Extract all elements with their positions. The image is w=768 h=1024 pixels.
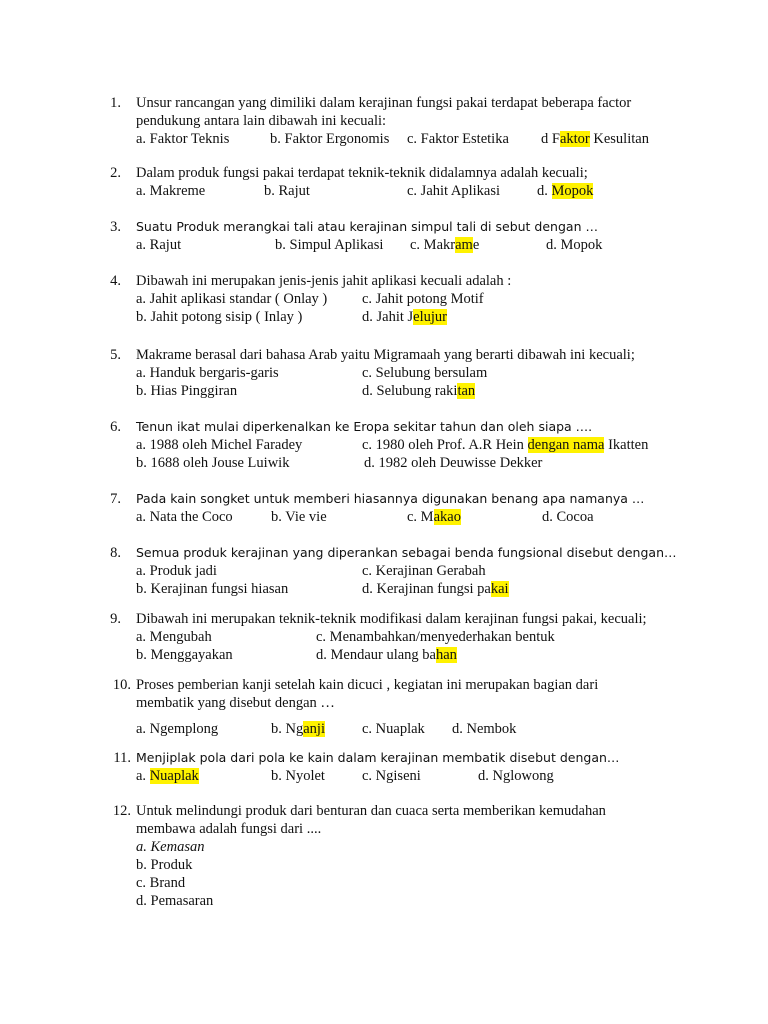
q9-option-d-highlight: han [436, 647, 457, 663]
q11-option-b: b. Nyolet [271, 768, 325, 784]
q11-option-a-part1: a. [136, 768, 150, 784]
q2-option-d-part1: d. [537, 183, 552, 199]
q2-option-d-highlight: Mopok [551, 183, 594, 199]
q10-option-b-part1: b. Ng [271, 721, 304, 737]
q11-option-a [136, 767, 199, 785]
q12-number: 12. [112, 803, 131, 819]
q7-option-c [407, 508, 461, 526]
q6-option-b: b. 1688 oleh Jouse Luiwik [136, 455, 290, 471]
q6-option-c-highlight: dengan nama [527, 437, 605, 453]
q10-option-a: a. Ngemplong [136, 721, 219, 737]
q9-number: 9. [110, 611, 121, 627]
q5-option-d-highlight: tan [457, 383, 476, 399]
q11-text-line1: Menjiplak pola dari pola ke kain dalam kerajinan membatik disebut dengan… [136, 750, 620, 765]
q4-text-line1: Dibawah ini merupakan jenis-jenis jahit aplikasi kecuali adalah : [136, 273, 512, 289]
q5-option-d-part1: d. Selubung raki [362, 383, 458, 399]
q4-option-c: c. Jahit potong Motif [362, 291, 484, 307]
q3-option-c-part3: e [472, 237, 480, 253]
q10-text-line2 [136, 694, 335, 712]
q1-option-a: a. Faktor Teknis [136, 131, 230, 147]
q1-option-d-part3: Kesulitan [589, 131, 649, 147]
q5-option-b: b. Hias Pinggiran [136, 383, 238, 399]
q10-text-line1: Proses pemberian kanji setelah kain dicuci , kegiatan ini merupakan bagian dari [136, 677, 599, 693]
q4-option-a: a. Jahit aplikasi standar ( Onlay ) [136, 291, 328, 307]
q9-option-a: a. Mengubah [136, 629, 212, 645]
q4-number: 4. [110, 273, 121, 289]
q7-option-b: b. Vie vie [271, 509, 327, 525]
q11-number: 11. [113, 750, 131, 766]
q3-option-b: b. Simpul Aplikasi [275, 237, 384, 253]
q3-option-d: d. Mopok [546, 237, 603, 253]
q10-number: 10. [112, 677, 131, 693]
q1-option-b: b. Faktor Ergonomis [270, 131, 390, 147]
q3-text-line1: Suatu Produk merangkai tali atau kerajinan simpul tali di sebut dengan … [136, 219, 598, 234]
q12-text-line2: membawa adalah fungsi dari .... [136, 821, 322, 837]
q7-text-line1: Pada kain songket untuk memberi hiasannya digunakan benang apa namanya … [136, 491, 645, 506]
q4-option-d-part1: d. Jahit J [362, 309, 414, 325]
q2-number: 2. [110, 165, 121, 181]
q10-option-d: d. Nembok [452, 721, 517, 737]
q10-text-line2-text: membatik yang disebut dengan … [136, 695, 335, 711]
q11-option-d: d. Nglowong [478, 768, 554, 784]
q10-option-b [271, 720, 325, 738]
q6-option-d: d. 1982 oleh Deuwisse Dekker [364, 455, 543, 471]
q2-text-line1: Dalam produk fungsi pakai terdapat teknik-teknik didalamnya adalah kecuali; [136, 165, 588, 181]
q3-number: 3. [110, 219, 121, 235]
q9-option-b: b. Menggayakan [136, 647, 233, 663]
q4-option-d-highlight: elujur [413, 309, 447, 325]
q8-option-d-highlight: kai [490, 581, 509, 597]
q3-option-c-part1: c. Makr [410, 237, 456, 253]
q12-option-c: c. Brand [136, 875, 186, 891]
q12-option-a: a. Kemasan [136, 839, 205, 855]
q7-option-c-highlight: akao [433, 509, 461, 525]
q6-number: 6. [110, 419, 121, 435]
q5-option-d [362, 382, 475, 400]
q8-option-b: b. Kerajinan fungsi hiasan [136, 581, 289, 597]
q1-number: 1. [110, 95, 121, 111]
q6-option-c-part1: c. 1980 oleh Prof. A.R Hein [362, 437, 528, 453]
q7-option-d: d. Cocoa [542, 509, 594, 525]
q9-option-c: c. Menambahkan/menyederhakan bentuk [316, 629, 555, 645]
q1-option-d [541, 130, 649, 148]
q3-option-a: a. Rajut [136, 237, 182, 253]
q12-text-line1: Untuk melindungi produk dari benturan dan cuaca serta memberikan kemudahan [136, 803, 606, 819]
q1-text-line1: Unsur rancangan yang dimiliki dalam kerajinan fungsi pakai terdapat beberapa factor [136, 95, 632, 111]
q10-option-c: c. Nuaplak [362, 721, 425, 737]
q5-option-a: a. Handuk bergaris-garis [136, 365, 279, 381]
q6-text-line1: Tenun ikat mulai diperkenalkan ke Eropa sekitar tahun dan oleh siapa …. [136, 419, 593, 434]
q11-option-a-highlight: Nuaplak [149, 768, 199, 784]
q7-option-a: a. Nata the Coco [136, 509, 233, 525]
q10-option-b-highlight: anji [303, 721, 325, 737]
q1-text-line2: pendukung antara lain dibawah ini kecuali: [136, 113, 387, 129]
q2-option-a: a. Makreme [136, 183, 206, 199]
q4-option-b: b. Jahit potong sisip ( Inlay ) [136, 309, 303, 325]
q8-option-c: c. Kerajinan Gerabah [362, 563, 486, 579]
q12-option-d: d. Pemasaran [136, 893, 214, 909]
q1-option-d-part1: d F [541, 131, 560, 147]
q8-text-line1: Semua produk kerajinan yang diperankan sebagai benda fungsional disebut dengan… [136, 545, 677, 560]
q6-option-c-part3: Ikatten [604, 437, 649, 453]
q9-text-line1: Dibawah ini merupakan teknik-teknik modifikasi dalam kerajinan fungsi pakai, kecuali; [136, 611, 647, 627]
q8-number: 8. [110, 545, 121, 561]
q7-option-c-part1: c. M [407, 509, 434, 525]
q4-option-d [362, 308, 447, 326]
q9-option-d-part1: d. Mendaur ulang ba [316, 647, 436, 663]
q2-option-d [537, 182, 593, 200]
q5-option-c: c. Selubung bersulam [362, 365, 488, 381]
q8-option-d-part1: d. Kerajinan fungsi pa [362, 581, 491, 597]
q6-option-a: a. 1988 oleh Michel Faradey [136, 437, 303, 453]
q6-option-c [362, 436, 648, 454]
q8-option-a: a. Produk jadi [136, 563, 217, 579]
q3-option-c [410, 236, 479, 254]
q2-option-b: b. Rajut [264, 183, 310, 199]
q1-option-c: c. Faktor Estetika [407, 131, 509, 147]
q3-option-c-highlight: am [455, 237, 473, 253]
q2-option-c: c. Jahit Aplikasi [407, 183, 501, 199]
q5-number: 5. [110, 347, 121, 363]
q11-option-c: c. Ngiseni [362, 768, 421, 784]
q12-option-b: b. Produk [136, 857, 193, 873]
q1-option-d-highlight: aktor [559, 131, 590, 147]
q9-option-d [316, 646, 457, 664]
q7-number: 7. [110, 491, 121, 507]
q5-text-line1: Makrame berasal dari bahasa Arab yaitu Migramaah yang berarti dibawah ini kecuali; [136, 347, 635, 363]
q8-option-d [362, 580, 509, 598]
